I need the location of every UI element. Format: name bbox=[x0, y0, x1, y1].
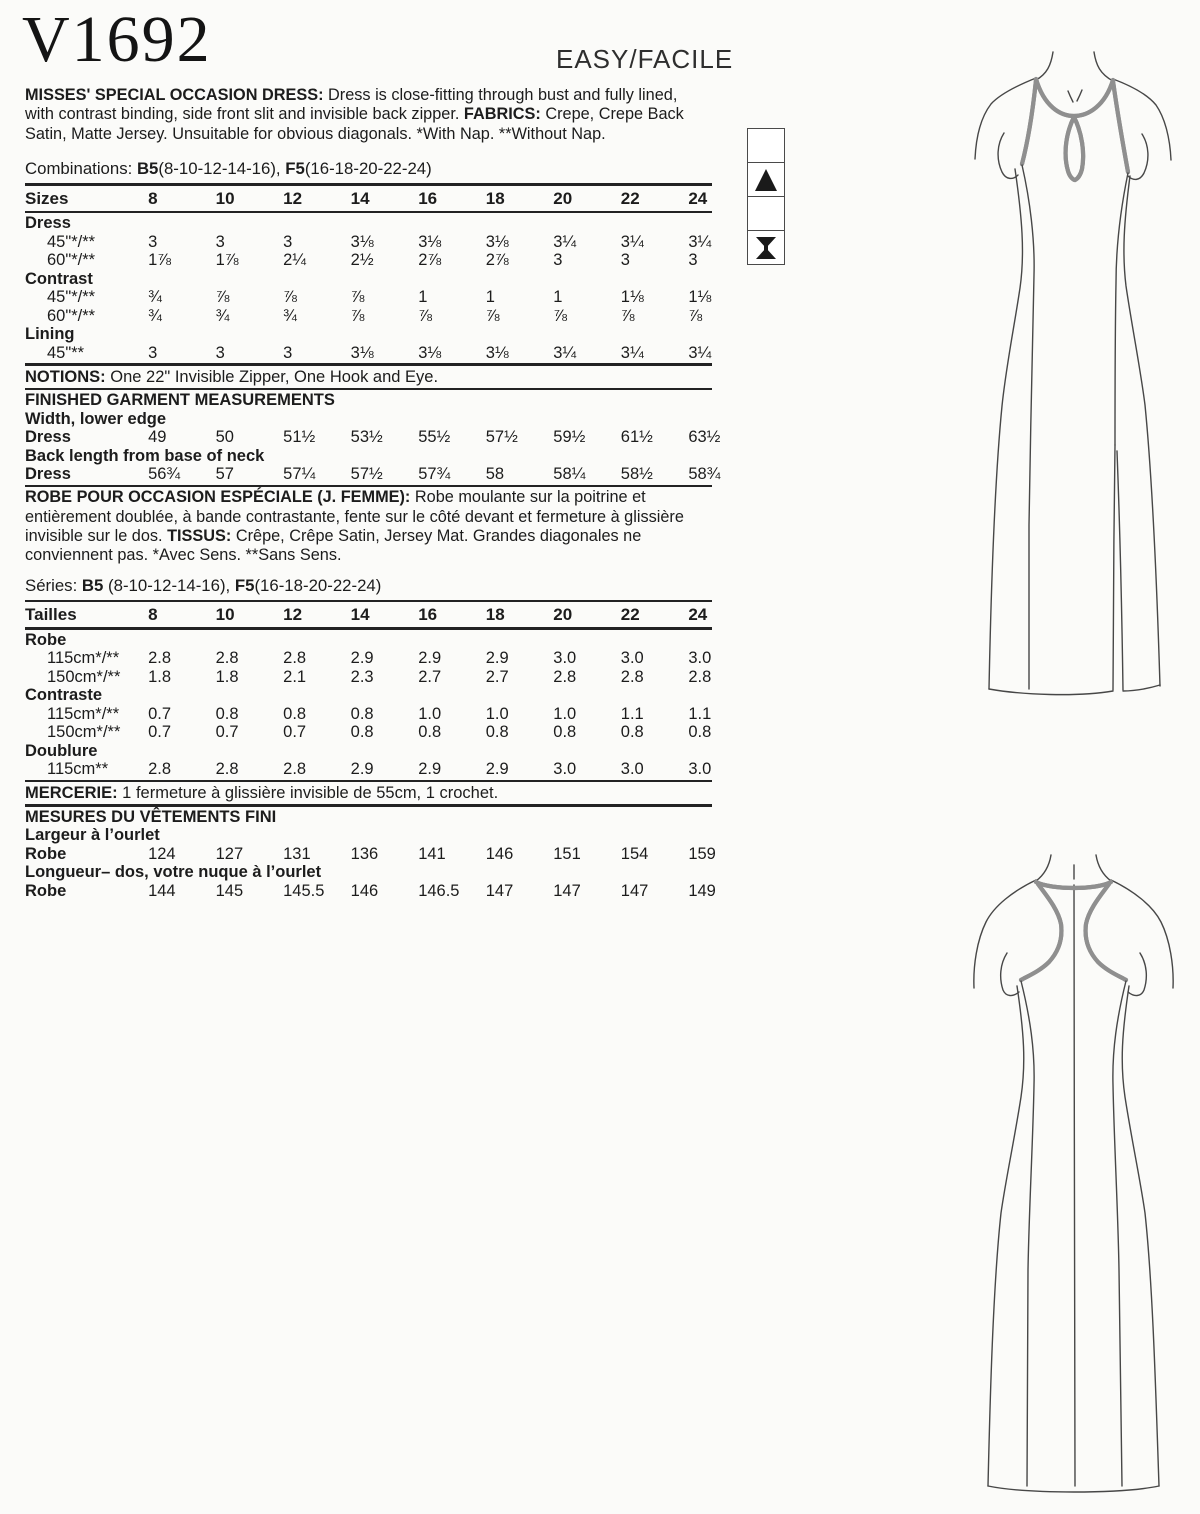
combinations-label: Combinations: bbox=[25, 159, 137, 179]
yardage-value: 0.7 bbox=[148, 704, 172, 723]
yardage-value: 2.7 bbox=[485, 667, 509, 686]
yardage-value: 3⅛ bbox=[485, 343, 509, 362]
yardage-value: 3.0 bbox=[688, 649, 712, 668]
yardage-row-label: 45"*/** bbox=[47, 232, 96, 251]
yardage-value: 1 bbox=[418, 288, 428, 307]
yardage-value: 3.0 bbox=[688, 760, 712, 779]
measurement-value: 55½ bbox=[418, 428, 451, 447]
finished-measurements-fr bbox=[25, 808, 756, 901]
sizes-header-row bbox=[25, 187, 756, 210]
yardage-value: 2.8 bbox=[283, 649, 307, 668]
yardage-value: 0.8 bbox=[688, 723, 712, 742]
yardage-value: 3¼ bbox=[553, 232, 577, 251]
size-column-header: 16 bbox=[418, 188, 438, 208]
yardage-value: 3 bbox=[215, 232, 225, 251]
measurement-value: 51½ bbox=[283, 428, 316, 447]
yardage-value: 3⅛ bbox=[418, 343, 442, 362]
yardage-value: 2.8 bbox=[148, 649, 172, 668]
section-label: Contraste bbox=[25, 686, 103, 705]
description-en-text: Dress is close-fitting through bust and fully lined, with contrast binding, side front slit and invisible back zipper. bbox=[25, 86, 678, 124]
yardage-value: ⅞ bbox=[350, 306, 365, 325]
yardage-value: 3⅛ bbox=[350, 232, 374, 251]
yardage-value: 3.0 bbox=[553, 649, 577, 668]
measurement-group-label: Width, lower edge bbox=[25, 409, 167, 428]
measurement-group-label: Longueur– dos, votre nuque à l’ourlet bbox=[25, 863, 322, 882]
measurement-group-label: Back length from base of neck bbox=[25, 446, 265, 465]
measurement-row-label: Dress bbox=[25, 465, 71, 484]
yardage-value: 3⅛ bbox=[485, 232, 509, 251]
size-column-header: 20 bbox=[553, 605, 573, 625]
yardage-row-label: 150cm*/** bbox=[47, 723, 121, 742]
yardage-value: 2.8 bbox=[283, 760, 307, 779]
yardage-value: 1⅞ bbox=[215, 251, 239, 270]
yardage-value: 3 bbox=[688, 251, 698, 270]
yardage-value: 1⅞ bbox=[148, 251, 171, 270]
size-column-header: 10 bbox=[215, 605, 235, 625]
measurement-value: 56¾ bbox=[148, 465, 181, 484]
measurement-value: 147 bbox=[553, 881, 581, 900]
measurement-value: 58 bbox=[485, 465, 505, 484]
combinations-line bbox=[25, 159, 735, 179]
notions-line bbox=[25, 367, 735, 387]
yardage-value: ⅞ bbox=[215, 288, 230, 307]
size-column-header: 20 bbox=[553, 188, 573, 208]
size-column-header: 10 bbox=[215, 188, 235, 208]
measurement-value: 147 bbox=[620, 881, 649, 900]
description-en-heading: MISSES' SPECIAL OCCASION DRESS: bbox=[25, 86, 324, 104]
description-fr-heading: ROBE POUR OCCASION ESPÉCIALE (J. FEMME): bbox=[25, 488, 411, 507]
yardage-value: 1.0 bbox=[418, 704, 442, 723]
measurement-value: 146 bbox=[485, 844, 514, 863]
size-column-header: 8 bbox=[148, 605, 158, 625]
divider-rule bbox=[25, 363, 712, 366]
finished-title: MESURES DU VÊTEMENTS FINI bbox=[25, 807, 277, 826]
dress-back-illustration bbox=[945, 845, 1200, 1495]
measurement-value: 57¼ bbox=[283, 465, 316, 484]
yardage-value: 3 bbox=[148, 232, 158, 251]
yardage-value: 3 bbox=[283, 343, 293, 362]
yardage-value: 2.7 bbox=[418, 667, 442, 686]
size-column-header: 24 bbox=[688, 188, 708, 208]
yardage-value: 2.8 bbox=[688, 667, 712, 686]
mercerie-line bbox=[25, 783, 735, 803]
yardage-value: 3¼ bbox=[620, 343, 644, 362]
yardage-value: 1.1 bbox=[688, 704, 712, 723]
measurement-value: 136 bbox=[350, 844, 379, 863]
with-nap-triangle-icon bbox=[748, 162, 784, 196]
measurement-value: 50 bbox=[215, 428, 234, 447]
measurement-row-label: Robe bbox=[25, 881, 67, 900]
yardage-value: 3.0 bbox=[620, 649, 644, 668]
size-column-header: 12 bbox=[283, 605, 303, 625]
yardage-value: 2.9 bbox=[418, 649, 442, 668]
yardage-value: 2.9 bbox=[350, 649, 374, 668]
measurement-value: 57¾ bbox=[418, 465, 451, 484]
pattern-number: V1692 bbox=[22, 3, 212, 76]
yardage-value: 2.8 bbox=[215, 760, 239, 779]
yardage-value: 3 bbox=[283, 232, 293, 251]
notions-text: One 22" Invisible Zipper, One Hook and Eye. bbox=[105, 367, 439, 386]
measurement-value: 145 bbox=[215, 881, 244, 900]
size-column-header: 22 bbox=[620, 605, 640, 625]
yardage-value: 1.1 bbox=[620, 704, 644, 723]
yardage-value: 1.8 bbox=[148, 667, 172, 686]
measurement-value: 144 bbox=[148, 881, 176, 900]
measurement-value: 63½ bbox=[688, 428, 721, 447]
fabrics-heading: FABRICS: bbox=[463, 105, 541, 124]
nap-symbol-key bbox=[747, 128, 785, 265]
info-column bbox=[25, 86, 735, 900]
yardage-value: ¾ bbox=[215, 306, 230, 325]
size-column-header: 18 bbox=[485, 605, 505, 625]
yardage-value: 2⅞ bbox=[418, 251, 442, 270]
measurement-row-label: Robe bbox=[25, 844, 67, 863]
yardage-value: 2.9 bbox=[350, 760, 374, 779]
series-code: B5 bbox=[81, 575, 104, 595]
yardage-value: ⅞ bbox=[283, 288, 297, 307]
description-fr-text: Robe moulante sur la poitrine et entièrement doublée, à bande contrastante, fente sur le côté devant et fermeture à glissière invisible sur le dos. bbox=[25, 488, 684, 546]
yardage-value: 3 bbox=[215, 343, 225, 362]
yardage-value: 2.9 bbox=[485, 649, 509, 668]
yardage-value: 0.8 bbox=[620, 723, 644, 742]
measurement-value: 146 bbox=[350, 881, 379, 900]
measurement-value: 124 bbox=[148, 844, 176, 863]
series-line bbox=[25, 576, 735, 596]
yardage-value: 1 bbox=[553, 288, 563, 307]
tailles-header-row bbox=[25, 603, 756, 626]
combination-sizes: (16-18-20-22-24) bbox=[304, 159, 432, 179]
yardage-row-label: 60"*/** bbox=[47, 306, 96, 325]
yardage-value: 2.8 bbox=[553, 667, 577, 686]
size-column-header: 8 bbox=[148, 188, 158, 208]
yardage-value: 2.8 bbox=[148, 760, 172, 779]
tailles-header-label: Tailles bbox=[25, 605, 77, 625]
measurement-value: 57½ bbox=[485, 428, 518, 447]
yardage-row-label: 115cm** bbox=[47, 760, 109, 779]
yardage-value: 1.0 bbox=[485, 704, 509, 723]
size-column-header: 12 bbox=[283, 188, 303, 208]
yardage-value: 3 bbox=[148, 343, 158, 362]
section-label: Doublure bbox=[25, 741, 98, 760]
yardage-value: ⅞ bbox=[350, 288, 365, 307]
yardage-value: 3 bbox=[553, 251, 563, 270]
yardage-value: 2.1 bbox=[283, 667, 307, 686]
yardage-value: 0.8 bbox=[350, 723, 374, 742]
fabrics-text: Crepe, Crepe Back Satin, Matte Jersey. Unsuitable for obvious diagonals. *With Nap. **Without Nap. bbox=[25, 105, 684, 143]
series-code: F5 bbox=[234, 575, 255, 595]
measurement-group-label: Largeur à l’ourlet bbox=[25, 826, 160, 845]
yardage-row-label: 60"*/** bbox=[47, 251, 96, 270]
measurement-value: 141 bbox=[418, 844, 446, 863]
size-column-header: 24 bbox=[688, 605, 708, 625]
without-nap-hourglass-icon bbox=[748, 230, 784, 264]
yardage-value: 3¼ bbox=[688, 343, 712, 362]
measurement-value: 59½ bbox=[553, 428, 586, 447]
measurement-value: 131 bbox=[283, 844, 311, 863]
yardage-value: 0.8 bbox=[485, 723, 509, 742]
measurement-value: 127 bbox=[215, 844, 244, 863]
mercerie-text: 1 fermeture à glissière invisible de 55cm, 1 crochet. bbox=[117, 784, 499, 803]
measurement-value: 154 bbox=[620, 844, 649, 863]
mercerie-heading: MERCERIE: bbox=[25, 784, 118, 803]
measurement-value: 53½ bbox=[350, 428, 383, 447]
yardage-value: 2.9 bbox=[485, 760, 509, 779]
yardage-row-label: 45"** bbox=[47, 343, 85, 362]
yardage-value: ¾ bbox=[283, 306, 297, 325]
nap-cell-blank bbox=[748, 196, 784, 230]
yardage-value: 2.8 bbox=[620, 667, 644, 686]
measurement-value: 49 bbox=[148, 428, 167, 447]
measurement-value: 58½ bbox=[620, 465, 653, 484]
yardage-value: 1⅛ bbox=[688, 288, 712, 307]
divider-rule bbox=[25, 804, 712, 807]
yardage-value: 3.0 bbox=[553, 760, 577, 779]
yardage-value: 1.0 bbox=[553, 704, 577, 723]
description-fr bbox=[25, 488, 703, 566]
yardage-value: 2⅞ bbox=[485, 251, 509, 270]
finished-title: FINISHED GARMENT MEASUREMENTS bbox=[25, 391, 335, 410]
yardage-value: ⅞ bbox=[688, 306, 703, 325]
yardage-value: ⅞ bbox=[620, 306, 635, 325]
yardage-value: ¾ bbox=[148, 306, 162, 325]
yardage-value: ⅞ bbox=[553, 306, 568, 325]
yardage-value: 2¼ bbox=[283, 251, 307, 270]
yardage-value: 1⅛ bbox=[620, 288, 644, 307]
dress-front-illustration bbox=[945, 25, 1200, 770]
divider-rule bbox=[25, 211, 712, 214]
measurement-value: 57½ bbox=[350, 465, 383, 484]
yardage-value: 1 bbox=[485, 288, 495, 307]
measurement-value: 146.5 bbox=[418, 881, 460, 900]
yardage-value: 3¼ bbox=[688, 232, 712, 251]
divider-rule bbox=[25, 627, 712, 630]
measurement-value: 58¼ bbox=[553, 465, 586, 484]
yardage-value: 0.8 bbox=[215, 704, 239, 723]
yardage-table-fr bbox=[25, 631, 756, 779]
yardage-row-label: 115cm*/** bbox=[47, 649, 120, 668]
measurement-value: 57 bbox=[215, 465, 234, 484]
nap-cell-blank bbox=[748, 129, 784, 162]
yardage-value: 0.7 bbox=[215, 723, 239, 742]
yardage-value: 0.8 bbox=[283, 704, 307, 723]
series-label: Séries: bbox=[25, 575, 82, 595]
section-label: Robe bbox=[25, 630, 67, 649]
divider-rule bbox=[25, 183, 712, 186]
yardage-row-label: 115cm*/** bbox=[47, 704, 120, 723]
section-label: Contrast bbox=[25, 269, 93, 288]
measurement-value: 145.5 bbox=[283, 881, 325, 900]
difficulty-label: EASY/FACILE bbox=[556, 44, 734, 74]
section-label: Dress bbox=[25, 214, 71, 233]
yardage-value: 3.0 bbox=[620, 760, 644, 779]
sizes-header-label: Sizes bbox=[25, 188, 69, 208]
yardage-table-en bbox=[25, 214, 756, 362]
combination-code: B5 bbox=[136, 159, 159, 179]
size-column-header: 14 bbox=[350, 188, 370, 208]
yardage-value: 0.8 bbox=[418, 723, 442, 742]
size-column-header: 18 bbox=[485, 188, 505, 208]
yardage-value: 0.8 bbox=[553, 723, 577, 742]
notions-heading: NOTIONS: bbox=[25, 367, 106, 386]
divider-rule bbox=[25, 600, 712, 603]
yardage-value: 1.8 bbox=[215, 667, 239, 686]
yardage-value: 2.8 bbox=[215, 649, 239, 668]
yardage-value: ⅞ bbox=[418, 306, 432, 325]
series-sizes: (8-10-12-14-16), bbox=[103, 575, 235, 595]
series-sizes: (16-18-20-22-24) bbox=[254, 575, 382, 595]
section-label: Lining bbox=[25, 325, 75, 344]
yardage-value: 2.9 bbox=[418, 760, 442, 779]
measurement-value: 61½ bbox=[620, 428, 653, 447]
yardage-row-label: 150cm*/** bbox=[47, 667, 121, 686]
measurement-value: 58¾ bbox=[688, 465, 721, 484]
measurement-row-label: Dress bbox=[25, 428, 71, 447]
yardage-value: 2½ bbox=[350, 251, 374, 270]
size-column-header: 14 bbox=[350, 605, 370, 625]
yardage-value: ¾ bbox=[148, 288, 162, 307]
yardage-value: ⅞ bbox=[485, 306, 500, 325]
yardage-value: 3¼ bbox=[620, 232, 644, 251]
tissus-text: Crêpe, Crêpe Satin, Jersey Mat. Grandes diagonales ne conviennent pas. *Avec Sens. **Sans Sens. bbox=[25, 527, 642, 565]
tissus-heading: TISSUS: bbox=[167, 527, 232, 546]
finished-measurements-en bbox=[25, 391, 756, 484]
yardage-row-label: 45"*/** bbox=[47, 288, 96, 307]
combination-code: F5 bbox=[285, 159, 305, 179]
measurement-value: 159 bbox=[688, 844, 716, 863]
yardage-value: 2.3 bbox=[350, 667, 374, 686]
yardage-value: 3 bbox=[620, 251, 630, 270]
yardage-value: 3¼ bbox=[553, 343, 577, 362]
measurement-value: 147 bbox=[485, 881, 514, 900]
yardage-value: 0.7 bbox=[148, 723, 172, 742]
description-en bbox=[25, 86, 703, 144]
combination-sizes: (8-10-12-14-16), bbox=[158, 159, 286, 179]
divider-rule bbox=[25, 388, 712, 391]
size-column-header: 16 bbox=[418, 605, 438, 625]
yardage-value: 0.8 bbox=[350, 704, 374, 723]
measurement-value: 151 bbox=[553, 844, 581, 863]
yardage-value: 3⅛ bbox=[418, 232, 442, 251]
size-column-header: 22 bbox=[620, 188, 640, 208]
divider-rule bbox=[25, 780, 712, 783]
yardage-value: 0.7 bbox=[283, 723, 307, 742]
yardage-value: 3⅛ bbox=[350, 343, 374, 362]
divider-rule bbox=[25, 485, 712, 488]
measurement-value: 149 bbox=[688, 881, 716, 900]
